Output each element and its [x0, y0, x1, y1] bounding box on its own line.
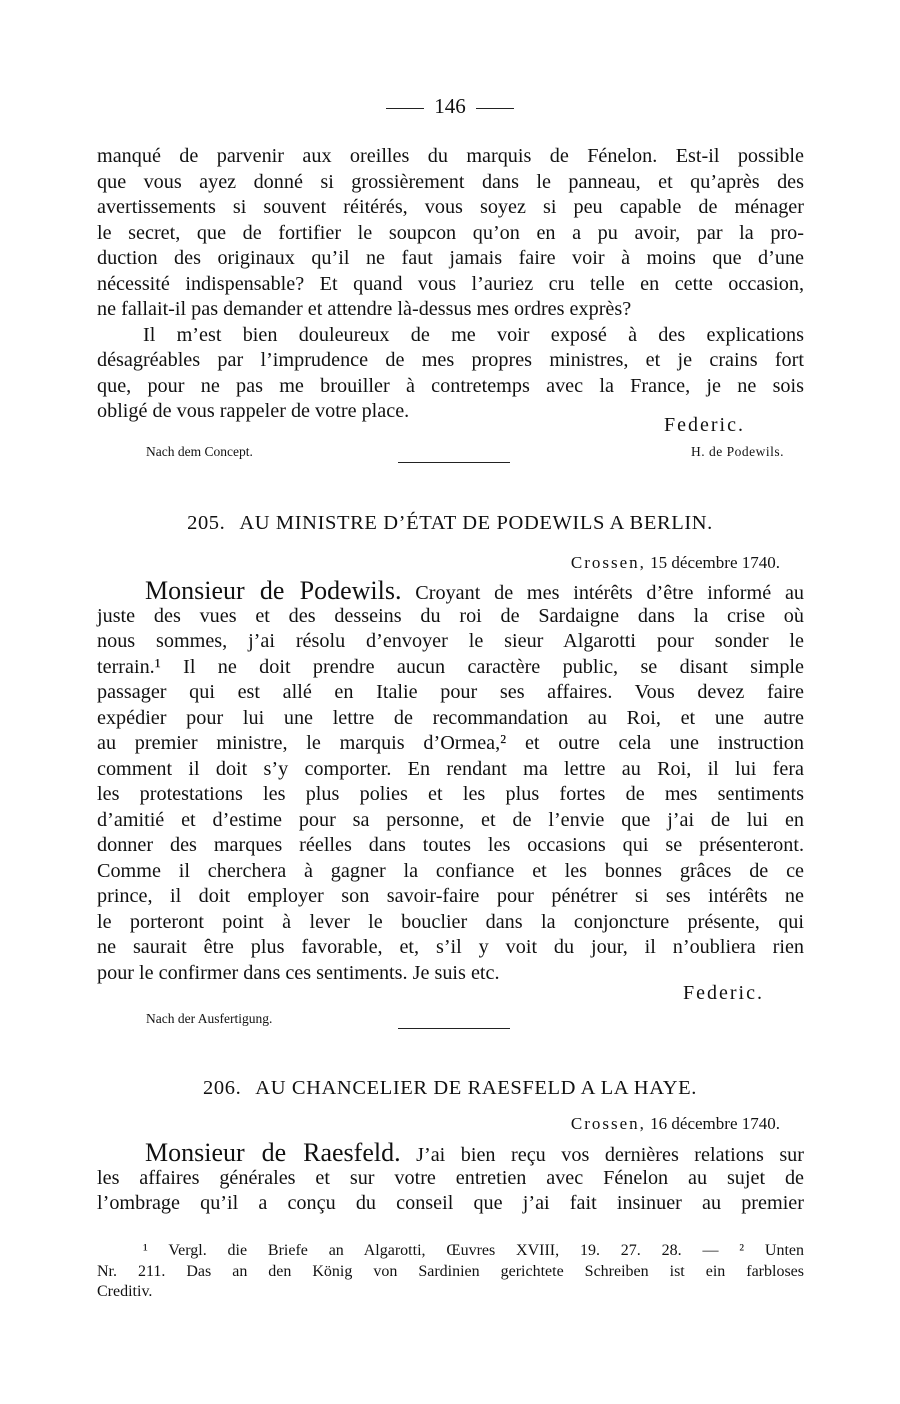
- text-line: prince, il doit employer son savoir-faire pour pénétrer si ses intérêts ne: [97, 885, 804, 907]
- text-line: nécessité indispensable? Et quand vous l’auriez cru telle en cette occasion,: [97, 272, 804, 295]
- page-number-dash-right: [476, 108, 514, 109]
- text-line: expédier pour lui une lettre de recommandation au Roi, et une autre: [97, 706, 804, 729]
- text-line: pour le confirmer dans ces sentiments. Je suis etc.: [97, 961, 500, 984]
- letter-title: AU MINISTRE D’ÉTAT DE PODEWILS A BERLIN.: [239, 512, 713, 534]
- letter-205-body: [97, 578, 804, 986]
- source-note-205: Nach der Ausfertigung.: [146, 1011, 273, 1026]
- text-line: Comme il cherchera à gagner la confiance et les bonnes grâces de ce: [97, 859, 804, 882]
- text-line: avertissements si souvent réitérés, vous soyez si peu capable de ménager: [97, 196, 804, 218]
- text-line: manqué de parvenir aux oreilles du marquis de Fénelon. Est-il possible: [97, 145, 804, 167]
- text-line: d’amitié et d’estime pour sa personne, et de l’envie que j’ai de lui en: [97, 808, 804, 831]
- text-line: le secret, que de fortifier le soupcon qu’on en a pu avoir, par la pro-: [97, 221, 804, 244]
- separator-rule: [398, 462, 510, 463]
- letter-206-body: [97, 1140, 804, 1217]
- letter-206-date: Crossen, 16 décembre 1740.: [570, 1114, 780, 1133]
- text-line: les protestations les plus polies et les plus fortes de mes sentiments: [97, 783, 804, 805]
- separator-rule: [398, 1028, 510, 1029]
- footnote-line: Creditiv.: [97, 1283, 153, 1300]
- footnote-line: ¹ Vergl. die Briefe an Algarotti, Œuvres XVIII, 19. 27. 28. — ² Unten: [143, 1242, 804, 1259]
- signature-205: Federic.: [683, 982, 764, 1004]
- letter-number: 205.: [187, 512, 226, 534]
- footnote-line: Nr. 211. Das an den König von Sardinien gerichtete Schreiben ist ein farbloses: [97, 1262, 804, 1280]
- text-line: l’ombrage qu’il a conçu du conseil que j’ai fait insinuer au premier: [97, 1192, 804, 1214]
- text-line: Il m’est bien douleureux de me voir exposé à des explications: [143, 323, 804, 346]
- text-line: terrain.¹ Il ne doit prendre aucun caractère public, se disant simple: [97, 655, 804, 678]
- salutation: Monsieur de Podewils.: [145, 576, 402, 605]
- text-line: nous sommes, j’ai résolu d’envoyer le sieur Algarotti pour sonder le: [97, 630, 804, 652]
- page-number: 146: [0, 94, 900, 119]
- text-line: que vous ayez donné si grossièrement dans le panneau, et qu’après des: [97, 170, 804, 193]
- text-line: le porteront point à lever le bouclier dans la conjoncture présente, qui: [97, 910, 804, 933]
- text-line: que, pour ne pas me brouiller à contretemps avec la France, je ne sois: [97, 374, 804, 397]
- letter-title: AU CHANCELIER DE RAESFELD A LA HAYE.: [255, 1077, 697, 1099]
- text-line: ne saurait être plus favorable, et, s’il y voit du jour, il n’oubliera rien: [97, 936, 804, 958]
- text-line: donner des marques réelles dans toutes les occasions qui se présenteront.: [97, 834, 804, 856]
- letter-number: 206.: [203, 1077, 242, 1099]
- text-line: duction des originaux qu’il ne faut jamais faire voir à moins que d’une: [97, 247, 804, 269]
- text-line: obligé de vous rappeler de votre place.: [97, 400, 410, 422]
- letter-204-body: [97, 144, 804, 425]
- text-line: les affaires générales et sur votre entretien avec Fénelon au sujet de: [97, 1166, 804, 1189]
- text-line: Monsieur de Podewils. Croyant de mes intérêts d’être informé au: [145, 576, 804, 605]
- text-line: désagréables par l’imprudence de mes propres ministres, et je crains fort: [97, 349, 804, 371]
- source-note-204: Nach dem Concept.: [146, 444, 253, 459]
- signature-204: Federic.: [664, 414, 745, 436]
- footnotes: [97, 1241, 804, 1303]
- text-line: au premier ministre, le marquis d’Ormea,² et outre cela une instruction: [97, 732, 804, 754]
- salutation: Monsieur de Raesfeld.: [145, 1138, 401, 1167]
- letter-205-heading: [0, 512, 900, 535]
- text-line: Monsieur de Raesfeld. J’ai bien reçu vos dernières relations sur: [145, 1138, 804, 1167]
- text-line: ne fallait-il pas demander et attendre là-dessus mes ordres exprès?: [97, 298, 632, 320]
- page-number-dash-left: [386, 108, 424, 109]
- text-line: passager qui est allé en Italie pour ses affaires. Vous devez faire: [97, 681, 804, 703]
- text-line: juste des vues et des desseins du roi de Sardaigne dans la crise où: [97, 604, 804, 627]
- letter-206-heading: [0, 1077, 900, 1100]
- letter-205-date: Crossen, 15 décembre 1740.: [570, 553, 780, 572]
- countersign-204: H. de Podewils.: [691, 444, 784, 459]
- text-line: comment il doit s’y comporter. En rendant ma lettre au Roi, il lui fera: [97, 757, 804, 780]
